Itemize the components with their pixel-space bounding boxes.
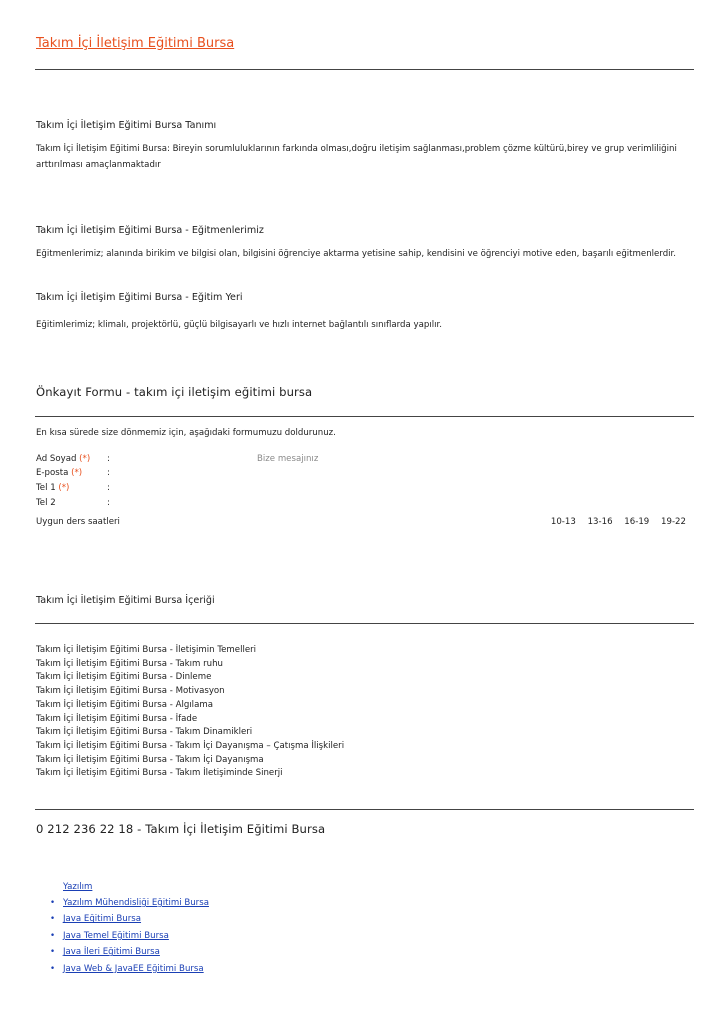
time-slot-option[interactable]: 16-19 (624, 517, 650, 527)
list-item (50, 911, 209, 927)
definition-text: Takım İçi İletişim Eğitimi Bursa: Bireyin sorumluluklarının farkında olması,doğru iletişim sağlanması,problem çözme kültürü,birey ve grup verimliliğini arttırılması amaçlanmaktadır (36, 144, 677, 170)
tel1-label: Tel 1 (*) (36, 483, 70, 493)
list-item: Takım İçi İletişim Eğitimi Bursa - İletişimin Temelleri (36, 645, 257, 655)
time-slots (551, 517, 686, 527)
list-item (50, 895, 209, 911)
tel2-label: Tel 2 (36, 498, 56, 508)
footer-link[interactable]: Yazılım Mühendisliği Eğitimi Bursa (63, 898, 209, 908)
name-field[interactable]: : (107, 454, 110, 464)
bullet-icon: • (50, 914, 56, 925)
page-title[interactable]: Takım İçi İletişim Eğitimi Bursa (36, 36, 235, 51)
trainers-heading: Takım İçi İletişim Eğitimi Bursa - Eğitmenlerimiz (36, 225, 264, 236)
bullet-icon: • (50, 947, 56, 958)
required-mark: (*) (79, 454, 91, 464)
required-mark: (*) (71, 468, 83, 478)
time-slot-option[interactable]: 10-13 (550, 517, 576, 527)
footer-link[interactable]: Java Eğitimi Bursa (63, 914, 142, 925)
list-item: Takım İçi İletişim Eğitimi Bursa - Algılama (36, 699, 213, 710)
footer-link[interactable]: Java Web & JavaEE Eğitimi Bursa (63, 963, 204, 974)
location-text: Eğitimlerimiz; klimalı, projektörlü, güçlü bilgisayarlı ve hızlı internet bağlantılı sınıflarda yapılır. (36, 320, 442, 330)
list-item: Takım İçi İletişim Eğitimi Bursa - Takım İçi Dayanışma – Çatışma İlişkileri (36, 740, 345, 751)
list-item (50, 961, 209, 977)
list-item: Takım İçi İletişim Eğitimi Bursa - Takım İçi Dayanışma (36, 754, 264, 765)
list-item: Takım İçi İletişim Eğitimi Bursa - Takım ruhu (36, 658, 224, 669)
time-slot-option[interactable]: 13-16 (587, 517, 613, 527)
list-item: Takım İçi İletişim Eğitimi Bursa - Motivasyon (36, 686, 225, 697)
bullet-icon: • (50, 898, 56, 908)
footer-link[interactable]: Java Temel Eğitimi Bursa (63, 930, 169, 941)
list-item: Takım İçi İletişim Eğitimi Bursa - Dinleme (36, 672, 212, 683)
list-item: Takım İçi İletişim Eğitimi Bursa - İfade (36, 713, 198, 724)
contact-line: 0 212 236 22 18 - Takım İçi İletişim Eğitimi Bursa (36, 822, 326, 836)
location-heading: Takım İçi İletişim Eğitimi Bursa - Eğitim Yeri (36, 292, 243, 303)
list-item: Takım İçi İletişim Eğitimi Bursa - Takım İletişiminde Sinerji (36, 768, 283, 779)
list-item (50, 928, 209, 944)
tel2-field[interactable]: : (107, 498, 110, 508)
footer-link[interactable]: Java İleri Eğitimi Bursa (63, 947, 160, 958)
form-heading: Önkayıt Formu - takım içi iletişim eğitimi bursa (36, 385, 313, 399)
bullet-icon: • (50, 963, 56, 974)
email-field[interactable]: : (107, 468, 110, 478)
divider (35, 623, 694, 624)
name-label: Ad Soyad (*) (36, 454, 91, 464)
message-textarea[interactable]: Bize mesajınız (257, 454, 319, 464)
trainers-text: Eğitmenlerimiz; alanında birikim ve bilgisi olan, bilgisini öğrenciye aktarma yetisine sahip, kendisini ve öğrenciyi motive eden, başarılı eğitmenlerdir. (36, 249, 677, 259)
list-item: Takım İçi İletişim Eğitimi Bursa - Takım Dinamikleri (36, 727, 253, 738)
footer-category-link[interactable]: Yazılım (63, 882, 93, 892)
email-label: E-posta (*) (36, 468, 83, 478)
contents-list (36, 644, 344, 781)
bullet-icon: • (50, 930, 56, 941)
divider (35, 416, 694, 417)
divider (35, 809, 694, 810)
footer-links (50, 880, 209, 977)
required-mark: (*) (58, 483, 70, 493)
contents-heading: Takım İçi İletişim Eğitimi Bursa İçeriği (36, 595, 215, 606)
form-intro: En kısa sürede size dönmemiz için, aşağıdaki formumuzu doldurunuz. (36, 428, 336, 438)
hours-label: Uygun ders saatleri (36, 517, 120, 527)
list-item (50, 944, 209, 960)
time-slot-option[interactable]: 19-22 (661, 517, 686, 527)
divider (35, 69, 694, 70)
tel1-field[interactable]: : (107, 483, 110, 493)
definition-heading: Takım İçi İletişim Eğitimi Bursa Tanımı (36, 120, 217, 131)
